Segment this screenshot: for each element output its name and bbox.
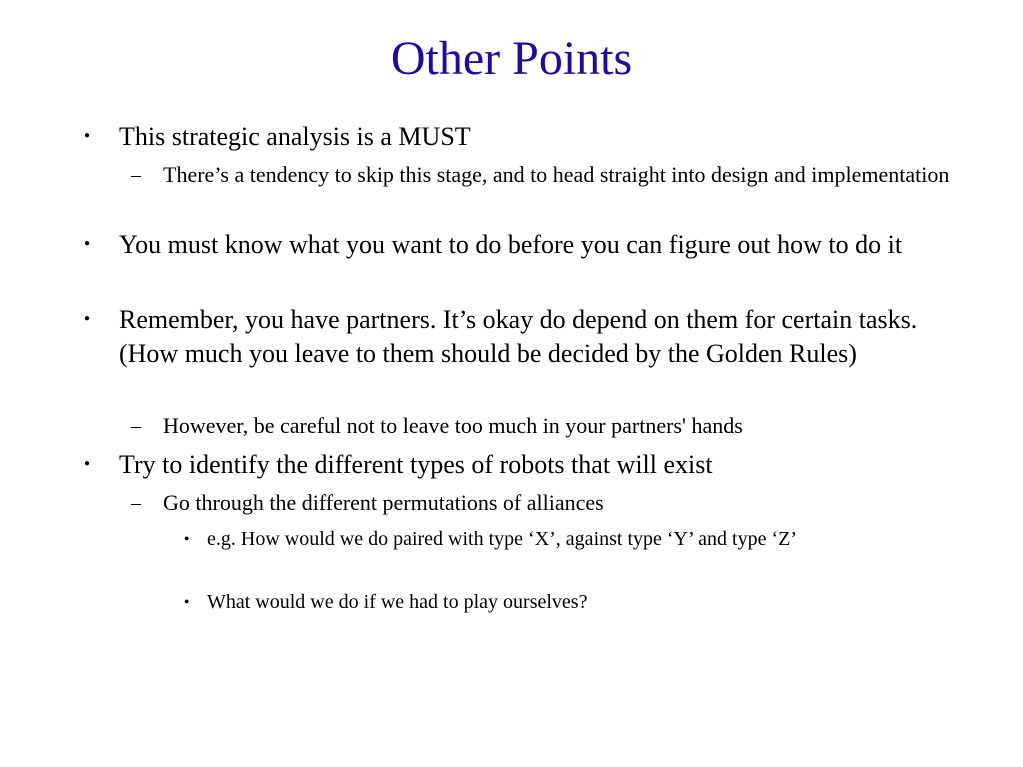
bullet-dot-icon: ●	[84, 458, 91, 469]
bullet-dash-icon: –	[131, 415, 141, 437]
sub-sub-bullet-item-example	[0, 526, 1023, 582]
bullet-item-know-what	[0, 228, 1023, 298]
sub-sub-bullet-text: What would we do if we had to play ourselves?	[207, 591, 588, 613]
bullet-dot-icon: ●	[184, 596, 190, 606]
sub-bullet-text: There’s a tendency to skip this stage, and to head straight into design and implementation	[163, 162, 950, 187]
bullet-item-identify-robots	[0, 448, 1023, 484]
bullet-text: You must know what you want to do before you can figure out how to do it	[119, 230, 903, 259]
bullet-dot-icon: ●	[84, 238, 91, 249]
bullet-text: Try to identify the different types of robots that will exist	[119, 450, 713, 479]
sub-bullet-text: However, be careful not to leave too much in your partners' hands	[163, 413, 743, 438]
bullet-dash-icon: –	[131, 492, 141, 514]
bullet-text: Remember, you have partners. It’s okay do depend on them for certain tasks. (How much you leave to them should be decided by the Golden Rules)	[119, 305, 918, 368]
sub-sub-bullet-item-play-ourselves	[0, 589, 1023, 619]
bullet-dot-icon: ●	[84, 313, 91, 324]
bullet-dot-icon: ●	[84, 130, 91, 141]
sub-bullet-item-careful	[0, 410, 1023, 444]
bullet-item-strategic-analysis	[0, 120, 1023, 156]
bullet-text: This strategic analysis is a MUST	[119, 122, 471, 151]
slide-title: Other Points	[390, 32, 633, 85]
bullet-dash-icon: –	[131, 164, 141, 186]
sub-bullet-item-permutations	[0, 487, 1023, 521]
sub-sub-bullet-text: e.g. How would we do paired with type ‘X’, against type ‘Y’ and type ‘Z’	[207, 528, 798, 550]
sub-bullet-text: Go through the different permutations of alliances	[163, 490, 604, 515]
bullet-dot-icon: ●	[184, 533, 190, 543]
bullet-item-partners	[0, 303, 1023, 407]
sub-bullet-item-tendency	[0, 159, 1023, 225]
